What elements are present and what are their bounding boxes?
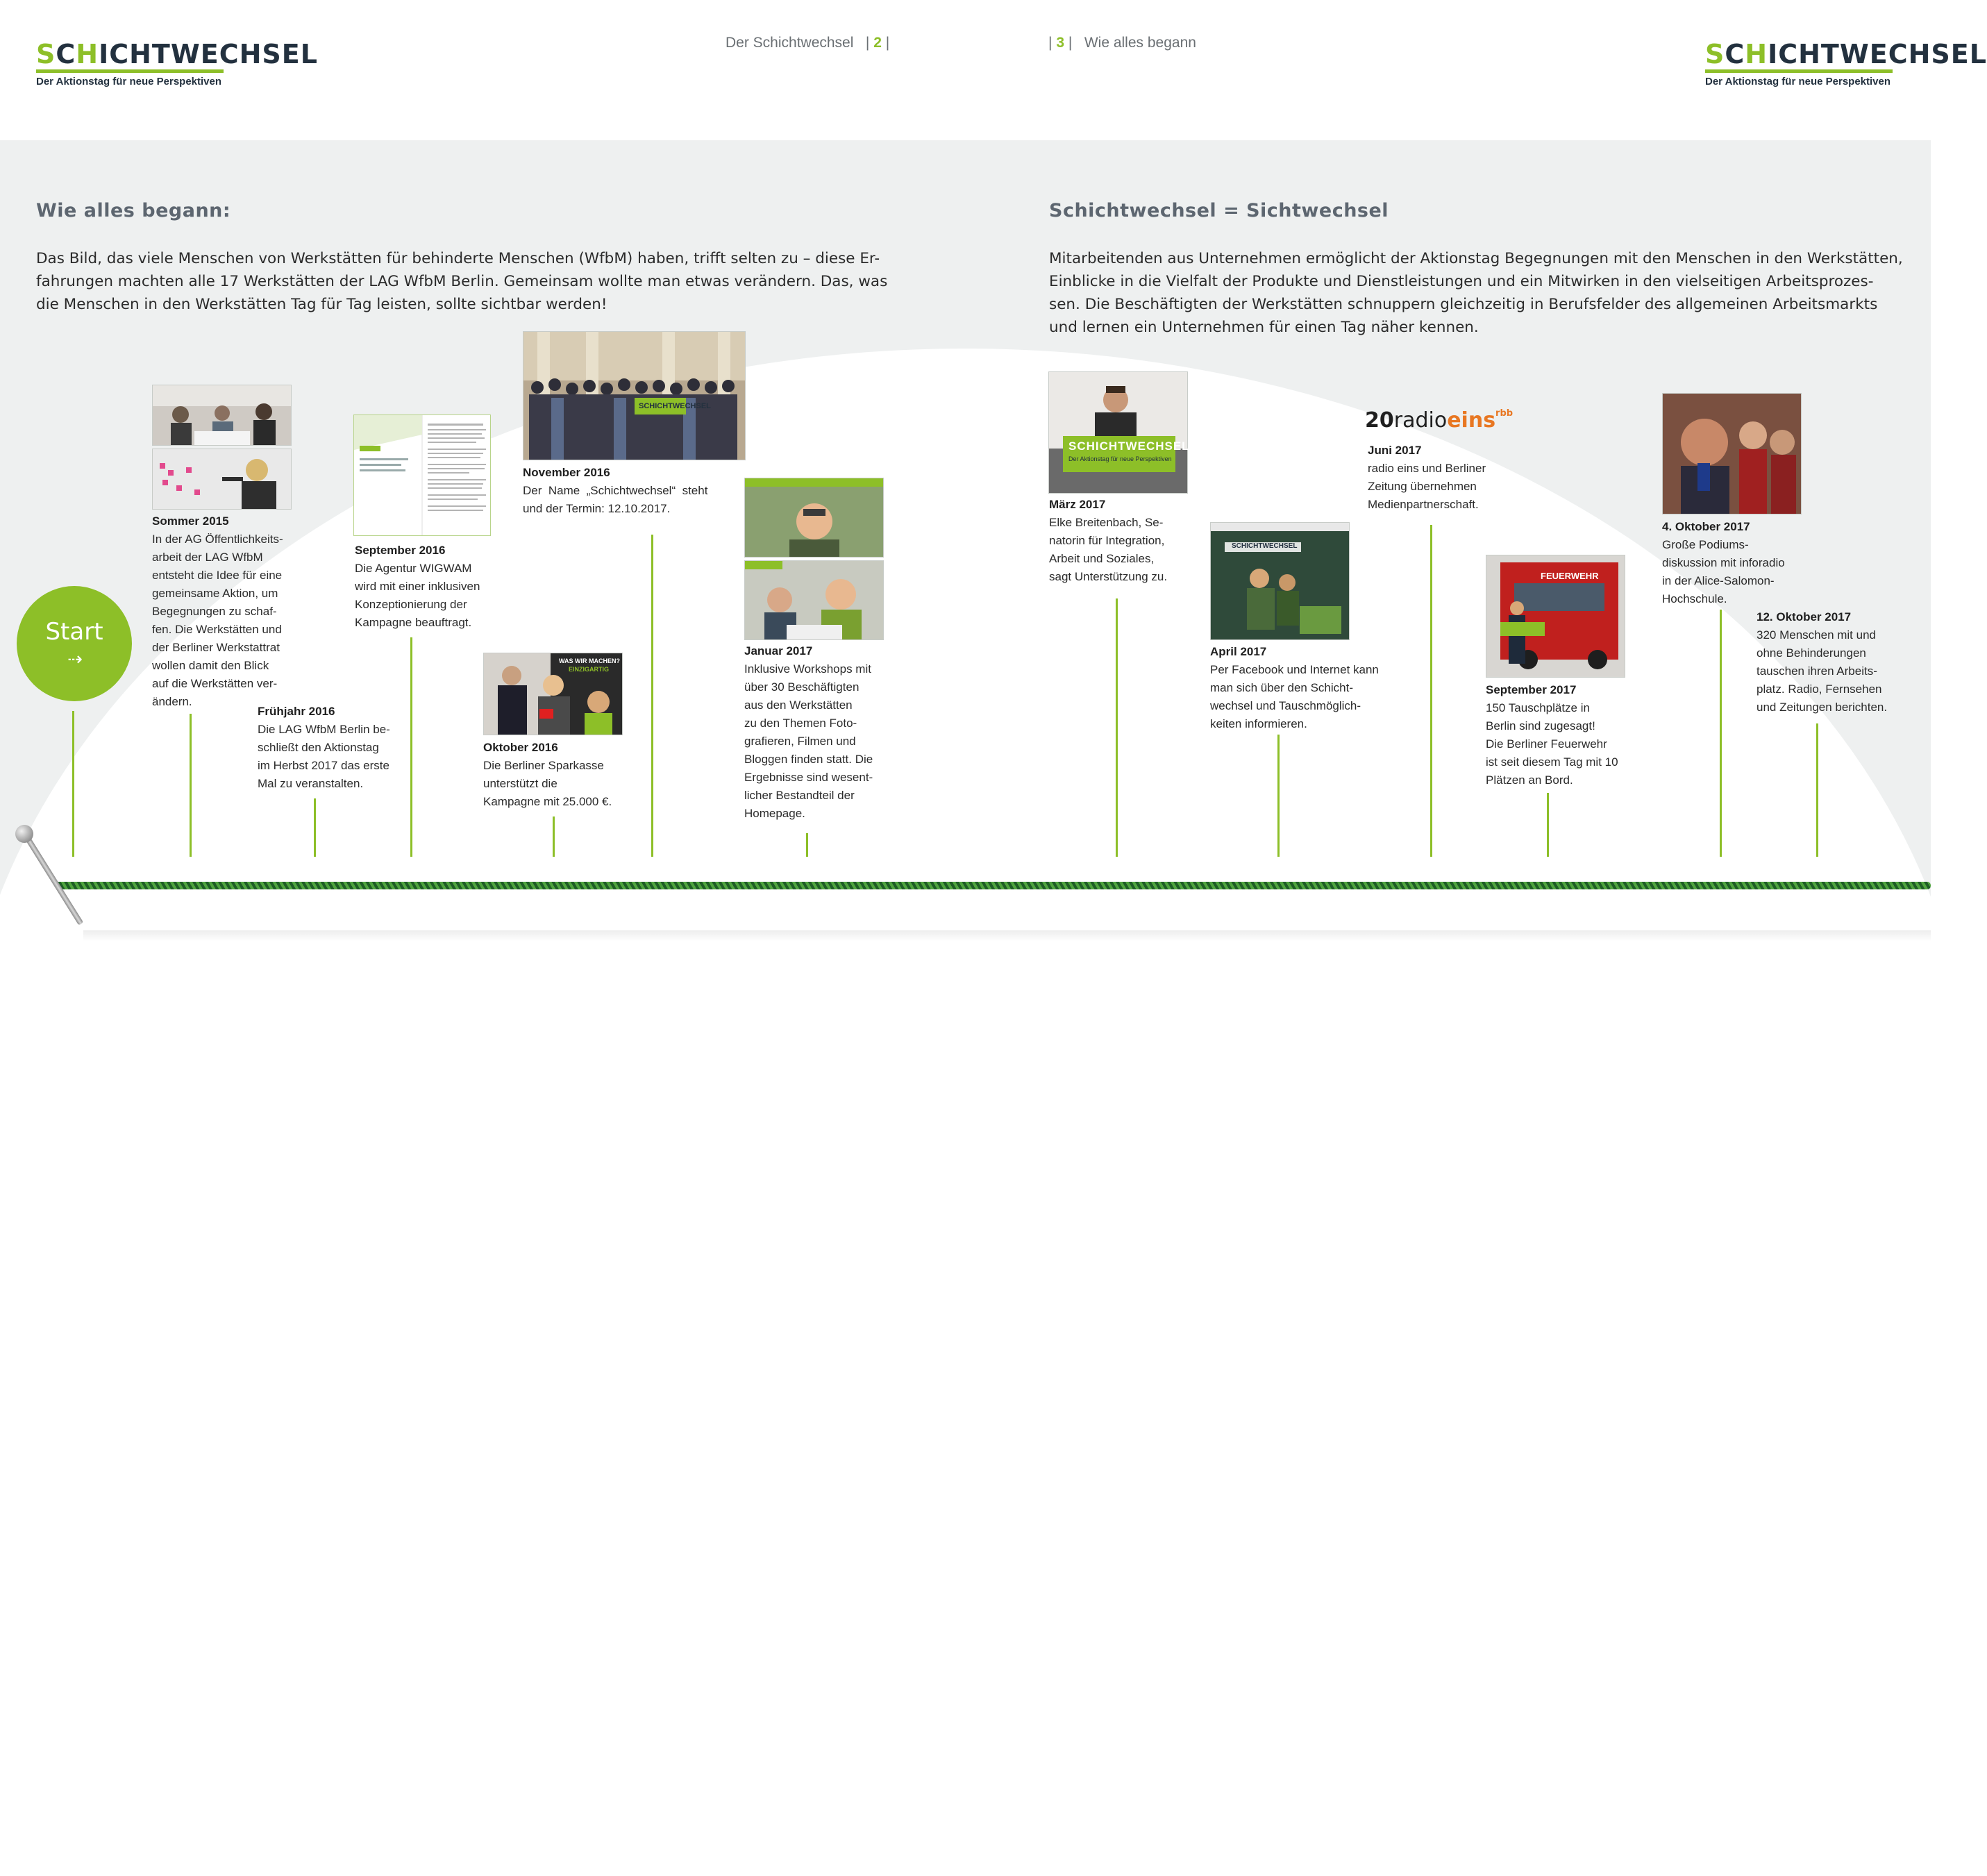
pin-head-icon (15, 825, 33, 843)
left-heading: Wie alles begann: (36, 200, 231, 221)
event-line: Die Agentur WIGWAM (355, 562, 472, 575)
logo-subtitle: Der Aktionstag für neue Perspektiven (1705, 76, 1891, 87)
photo-senator (1048, 371, 1188, 494)
photo-document (353, 414, 491, 536)
rope-shadow (83, 930, 1931, 941)
intro-line: Mitarbeitenden aus Unternehmen ermöglicht der Aktionstag Begegnungen mit den Menschen in den Werkstätten, (1049, 250, 1903, 267)
event-line: 320 Menschen mit und (1757, 628, 1876, 642)
event-oktober-2016 (483, 739, 643, 811)
dashed-arrow-icon: ⇢ (67, 648, 81, 669)
event-line: wird mit einer inklusiven (355, 580, 480, 593)
page-title-right: Wie alles begann (1084, 35, 1196, 51)
event-date: Juni 2017 (1368, 444, 1422, 457)
timeline-connector (72, 711, 74, 857)
photo-banner-label: SCHICHTWECHSEL (1068, 439, 1190, 453)
timeline-connector (651, 535, 653, 857)
event-line: Arbeit und Soziales, (1049, 552, 1155, 565)
photo-meeting (152, 385, 292, 446)
timeline-connector (553, 816, 555, 857)
event-line: der Berliner Werkstattrat (152, 641, 280, 654)
page-header-left: Der Schichtwechsel | 2 | (726, 35, 890, 51)
event-line: man sich über den Schicht- (1210, 681, 1353, 694)
event-line: sagt Unterstützung zu. (1049, 570, 1168, 583)
timeline-connector (1547, 793, 1549, 857)
right-intro (1049, 247, 1917, 339)
event-line: natorin für Integration, (1049, 534, 1165, 547)
timeline-connector (806, 833, 808, 857)
event-date: Januar 2017 (744, 644, 813, 658)
event-line: im Herbst 2017 das erste (258, 759, 389, 772)
event-line: Hochschule. (1662, 592, 1727, 605)
event-date: September 2017 (1486, 683, 1577, 696)
event-date: Frühjahr 2016 (258, 705, 335, 718)
photo-firetruck (1486, 555, 1625, 678)
event-12-oktober-2017 (1757, 608, 1923, 717)
left-intro (36, 247, 897, 316)
event-line: Plätzen an Bord. (1486, 773, 1573, 787)
event-line: Berlin sind zugesagt! (1486, 719, 1595, 732)
event-date: April 2017 (1210, 645, 1267, 658)
event-line: Bloggen finden statt. Die (744, 753, 873, 766)
photo-workshop-1 (744, 478, 884, 558)
event-line: wechsel und Tauschmöglich- (1210, 699, 1361, 712)
event-line: ist seit diesem Tag mit 10 (1486, 755, 1618, 769)
event-line: Kampagne beauftragt. (355, 616, 472, 629)
event-line: Kampagne mit 25.000 €. (483, 795, 612, 808)
event-line: Die Berliner Sparkasse (483, 759, 604, 772)
logo-wordmark: SCHICHTWECHSEL (1705, 39, 1987, 69)
photo-sparkasse (483, 653, 623, 735)
radioeins-logo: 20radioeins$^{rbb}$ (1365, 408, 1514, 433)
event-line: licher Bestandteil der (744, 789, 855, 802)
event-line: gemeinsame Aktion, um (152, 587, 278, 600)
timeline-connector (410, 637, 412, 857)
photo-truck-label: FEUERWEHR (1541, 571, 1599, 581)
intro-line: die Menschen in den Werkstätten Tag für Tag leisten, sollte sichtbar werden! (36, 296, 607, 313)
event-line: keiten informieren. (1210, 717, 1307, 730)
page-number-left: 2 (873, 35, 882, 51)
event-line: Inklusive Workshops mit (744, 662, 871, 676)
event-line: und Zeitungen berichten. (1757, 701, 1888, 714)
event-line: Die Berliner Feuerwehr (1486, 737, 1607, 751)
logo-right (1705, 39, 1987, 87)
page-number-right: 3 (1056, 35, 1064, 51)
event-line: radio eins und Berliner (1368, 462, 1486, 475)
event-line: Der Name „Schichtwechsel“ steht (523, 484, 708, 497)
event-maerz-2017 (1049, 496, 1202, 586)
event-fruehjahr-2016 (258, 703, 410, 793)
event-date: November 2016 (523, 466, 610, 479)
event-line: grafieren, Filmen und (744, 735, 856, 748)
event-januar-2017 (744, 642, 894, 823)
event-line: In der AG Öffentlichkeits- (152, 533, 283, 546)
event-date: 4. Oktober 2017 (1662, 520, 1750, 533)
logo-bar (36, 69, 224, 73)
intro-line: sen. Die Beschäftigten der Werkstätten schnuppern gleichzeitig in Berufsfelder des allgemeinen Arbeitsmarkts (1049, 296, 1878, 313)
intro-line: Das Bild, das viele Menschen von Werkstätten für behinderte Menschen (WfbM) haben, trifft selten zu – diese Er- (36, 250, 880, 267)
photo-banner-label: SCHICHTWECHSEL (639, 402, 711, 410)
timeline-connector (1277, 735, 1280, 857)
timeline-connector (1116, 598, 1118, 857)
timeline-connector (1816, 723, 1818, 857)
event-line: Zeitung übernehmen (1368, 480, 1477, 493)
logo-left (36, 39, 318, 87)
photo-whiteboard (152, 449, 292, 510)
timeline-rope (56, 882, 1931, 889)
event-date: 12. Oktober 2017 (1757, 610, 1852, 623)
event-line: Begegnungen zu schaf- (152, 605, 277, 618)
timeline-connector (314, 798, 316, 857)
event-line: fen. Die Werkstätten und (152, 623, 282, 636)
event-line: in der Alice-Salomon- (1662, 574, 1775, 587)
start-label: Start (45, 617, 103, 646)
start-marker (17, 586, 132, 701)
timeline-connector (190, 714, 192, 857)
photo-workshop-2 (744, 560, 884, 640)
event-line: wollen damit den Blick (152, 659, 269, 672)
event-april-2017 (1210, 643, 1411, 733)
page-header (0, 0, 1987, 140)
event-line: entsteht die Idee für eine (152, 569, 283, 582)
event-line: über 30 Beschäftigten (744, 680, 860, 694)
page-header-right: | 3 | Wie alles begann (1048, 35, 1196, 51)
event-line: Homepage. (744, 807, 805, 820)
event-4-oktober-2017 (1662, 518, 1815, 608)
event-line: arbeit der LAG WfbM (152, 551, 263, 564)
event-line: Konzeptionierung der (355, 598, 467, 611)
event-line: diskussion mit inforadio (1662, 556, 1785, 569)
event-line: Große Podiums- (1662, 538, 1749, 551)
event-line: platz. Radio, Fernsehen (1757, 682, 1882, 696)
event-november-2016 (523, 464, 731, 518)
event-juni-2017 (1368, 442, 1520, 514)
event-line: unterstützt die (483, 777, 557, 790)
photo-group (523, 331, 746, 460)
photo-website (1210, 522, 1350, 640)
event-line: Mal zu veranstalten. (258, 777, 364, 790)
intro-line: und lernen ein Unternehmen für einen Tag näher kennen. (1049, 319, 1479, 336)
event-september-2017 (1486, 681, 1638, 789)
photo-panel (1662, 393, 1802, 514)
event-line: schließt den Aktionstag (258, 741, 379, 754)
event-september-2016 (355, 542, 508, 632)
timeline-connector (1720, 610, 1722, 857)
event-line: und der Termin: 12.10.2017. (523, 502, 671, 515)
event-line: Per Facebook und Internet kann (1210, 663, 1379, 676)
event-line: tauschen ihren Arbeits- (1757, 664, 1877, 678)
photo-poster-text: EINZIGARTIG (569, 666, 609, 673)
intro-line: Einblicke in die Vielfalt der Produkte und Dienstleistungen und ein Mitwirken in den vielseitigen Arbeitsprozes- (1049, 273, 1874, 290)
photo-banner-sub: Der Aktionstag für neue Perspektiven (1068, 455, 1172, 462)
timeline-connector (1430, 525, 1432, 857)
event-line: ändern. (152, 695, 192, 708)
event-date: Sommer 2015 (152, 514, 229, 528)
logo-subtitle: Der Aktionstag für neue Perspektiven (36, 76, 222, 87)
right-heading: Schichtwechsel = Sichtwechsel (1049, 200, 1389, 221)
event-line: 150 Tauschplätze in (1486, 701, 1590, 714)
event-line: auf die Werkstätten ver- (152, 677, 278, 690)
event-line: zu den Themen Foto- (744, 717, 857, 730)
logo-bar (1705, 69, 1893, 73)
photo-site-title: SCHICHTWECHSEL (1232, 542, 1298, 550)
event-line: Ergebnisse sind wesent- (744, 771, 873, 784)
logo-wordmark: SCHICHTWECHSEL (36, 39, 318, 69)
event-date: September 2016 (355, 544, 446, 557)
intro-line: fahrungen machten alle 17 Werkstätten der LAG WfbM Berlin. Gemeinsam wollte man etwas verändern. Das, was (36, 273, 888, 290)
event-line: Elke Breitenbach, Se- (1049, 516, 1164, 529)
page-title-left: Der Schichtwechsel (726, 35, 854, 51)
event-sommer-2015 (152, 512, 312, 711)
event-line: ohne Behinderungen (1757, 646, 1866, 660)
event-date: März 2017 (1049, 498, 1106, 511)
event-line: Medienpartnerschaft. (1368, 498, 1479, 511)
event-line: aus den Werkstätten (744, 698, 853, 712)
event-date: Oktober 2016 (483, 741, 558, 754)
event-line: Die LAG WfbM Berlin be- (258, 723, 390, 736)
photo-poster-text: WAS WIR MACHEN? (559, 658, 620, 664)
